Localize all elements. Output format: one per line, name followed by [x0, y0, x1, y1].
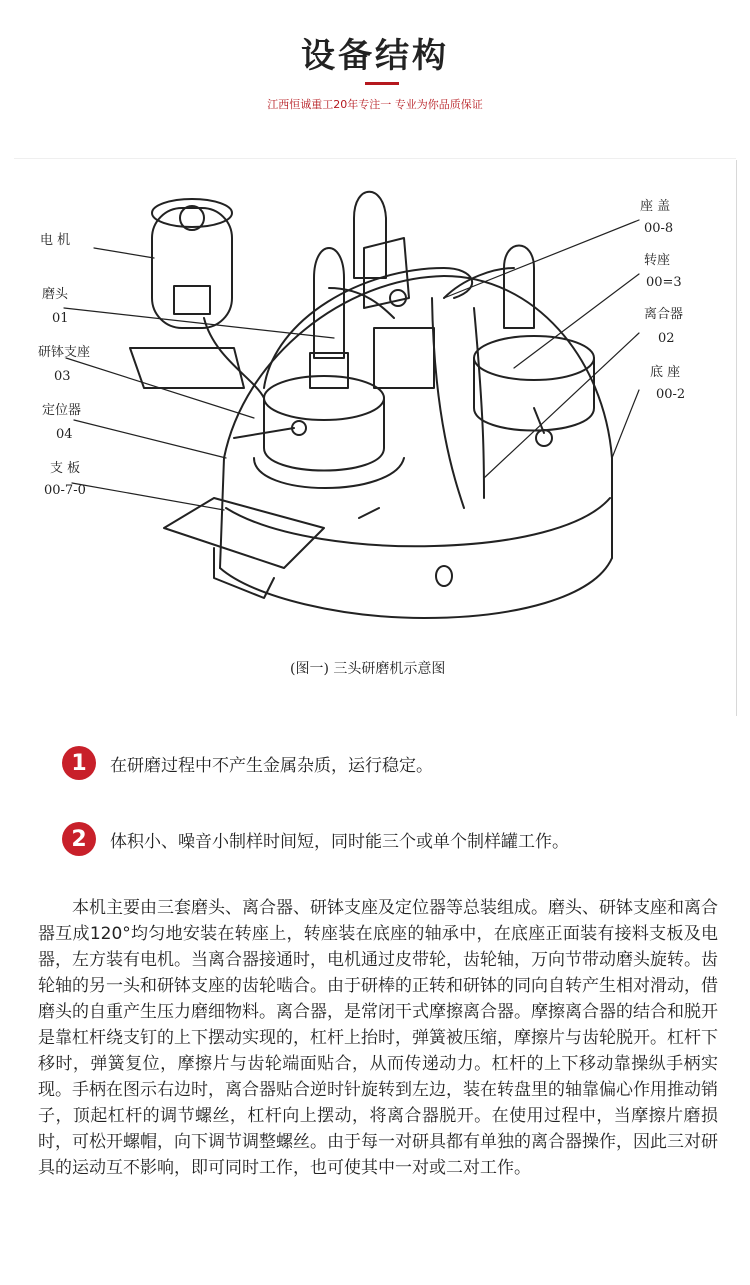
support-plate	[164, 498, 324, 568]
figure-right-divider	[736, 160, 737, 716]
center-gearbox	[374, 328, 434, 388]
label-clutch-code: 02	[658, 331, 675, 346]
base-slot	[436, 566, 452, 586]
title-underline	[365, 82, 399, 85]
label-clutch: 离合器	[644, 307, 684, 322]
feature-number-badge: 2	[62, 822, 96, 856]
label-bowl-support-code: 03	[54, 369, 71, 384]
label-rotating-seat-code: 00=3	[646, 275, 682, 290]
label-locator: 定位器	[42, 403, 82, 418]
base-middle-edge	[226, 498, 610, 546]
right-bowl-body	[474, 358, 594, 431]
housing-outline	[220, 276, 612, 568]
center-rod	[432, 298, 464, 508]
label-grind-head: 磨头	[42, 287, 69, 302]
right-bowl-top	[474, 336, 594, 380]
label-base: 底 座	[650, 365, 681, 380]
leader-locator	[74, 420, 226, 458]
description-paragraph: 本机主要由三套磨头、离合器、研钵支座及定位器等总装组成。磨头、研钵支座和离合器互成120°均匀地安装在转座上，转座装在底座的轴承中，在底座正面装有接料支板及电器，左方装有电机。当离合器接通时，电机通过皮带轮，齿轮轴，万向节带动磨头旋转。齿轮轴的另一头和研钵支座的齿轮啮合。由于研棒的正转和研钵的同向自转产生相对滑动，借磨头的自重产生压力磨细物料。离合器，是常闭干式摩擦离合器。摩擦离合器的结合和脱开是靠杠杆绕支钉的上下摆动实现的，杠杆上抬时，弹簧被压缩，摩擦片与齿轮脱开。杠杆下移时，弹簧复位，摩擦片与齿轮端面贴合，从而传递动力。杠杆的上下移动靠操纵手柄实现。手柄在图示右边时，离合器贴合逆时针旋转到左边，装在转盘里的轴靠偏心作用推动销子，顶起杠杆的调节螺丝，杠杆向上摆动，将离合器脱开。在使用过程中，当摩擦片磨损时，可松开螺帽，向下调节调整螺丝。由于每一对研具都有单独的离合器操作，因此三对研具的运动互不影响，即可同时工作，也可使其中一对或二对工作。	[38, 898, 718, 1178]
motor-junction-box	[174, 286, 210, 314]
label-plate: 支 板	[50, 461, 81, 476]
label-bowl-support: 研钵支座	[38, 345, 91, 360]
label-motor: 电 机	[40, 233, 71, 248]
front-bolt	[359, 508, 379, 518]
machine-diagram	[14, 158, 736, 718]
feature-item-1	[62, 743, 433, 783]
left-head-spindle	[314, 248, 344, 358]
leader-plate	[72, 483, 224, 510]
label-plate-code: 00-7-0	[44, 483, 86, 498]
label-grind-head-code: 01	[52, 311, 69, 326]
label-cover: 座 盖	[640, 199, 671, 214]
figure-caption: (图一) 三头研磨机示意图	[290, 661, 446, 677]
center-bolt	[390, 290, 406, 306]
feature-text: 体积小、噪音小制样时间短，同时能三个或单个制样罐工作。	[110, 831, 569, 852]
right-head-spindle	[504, 246, 534, 329]
feature-text: 在研磨过程中不产生金属杂质，运行稳定。	[110, 755, 433, 776]
label-cover-code: 00-8	[644, 221, 674, 236]
cover-arc	[264, 268, 472, 388]
motor-mount	[130, 348, 244, 388]
label-locator-code: 04	[56, 427, 73, 442]
page-subtitle: 江西恒诚重工20年专注一 专业为你品质保证	[267, 98, 483, 111]
left-bowl-body	[264, 398, 384, 471]
left-bowl-top	[264, 376, 384, 420]
leader-base	[612, 390, 639, 458]
label-rotating-seat: 转座	[644, 253, 671, 268]
page-title: 设备结构	[301, 36, 449, 76]
leader-clutch	[484, 333, 639, 478]
leader-grind-head	[64, 308, 334, 338]
leader-cover	[444, 220, 639, 298]
machine-drawing	[14, 158, 736, 718]
leader-motor	[94, 248, 154, 258]
belt	[204, 318, 264, 398]
label-base-code: 00-2	[656, 387, 686, 402]
page-header	[0, 0, 750, 140]
center-head-spindle	[354, 192, 386, 278]
clutch-lever-right	[474, 308, 484, 498]
feature-number-badge: 1	[62, 746, 96, 780]
feature-item-2	[62, 819, 569, 859]
